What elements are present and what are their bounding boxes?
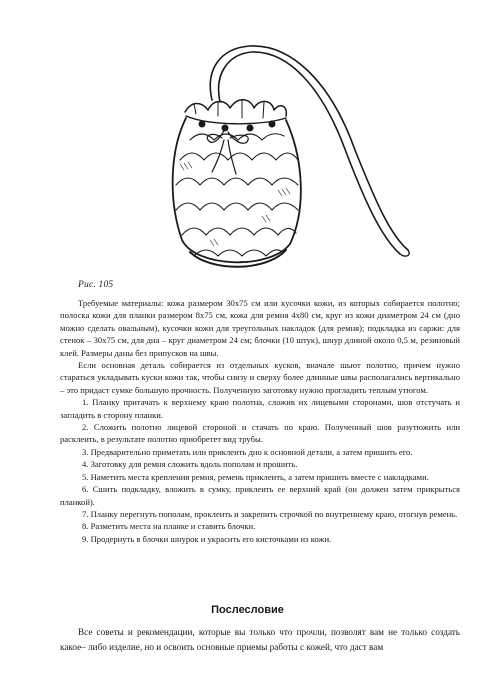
step-6: 6. Сшить подкладку, вложить в сумку, приклеить ее верхний край (он должен затем прикрыться планкой). [60, 484, 460, 507]
step-4: 4. Заготовку для ремня сложить вдоль пополам и прошить. [82, 459, 298, 470]
step-9: 9. Продернуть в блочки шнурок и украсить его кисточками из кожи. [82, 533, 332, 544]
step-3: 3. Предварительно приметать или приклеить дно к основной детали, а затем пришить его. [82, 446, 413, 457]
afterword-heading: Послесловие [211, 604, 284, 616]
article-body [60, 297, 460, 545]
step-7: 7. Планку перегнуть пополам, проклеить и закрепить строчкой по внутреннему краю, отогнув ремень. [82, 508, 458, 519]
afterword-body [60, 625, 460, 655]
figure-caption: Рис. 105 [78, 280, 114, 290]
step-8: 8. Разметить места на планке и ставить блочки. [82, 521, 256, 532]
afterword-paragraph: Все советы и рекомендации, которые вы только что прочли, позволят вам не только создать какое– либо изделие, но и освоить основные приемы работы с кожей, что даст вам [60, 627, 460, 652]
drawstring-bag-illustration [150, 40, 425, 280]
intro-paragraph: Если основная деталь собирается из отдельных кусков, вначале шьют полотно, причем нужно стараться укладывать куски кожи так, чтобы снизу и сверху более длинные швы располагались вертикально – это придаст сумке большую прочность. Полученную заготовку нужно прогладить теплым утюгом. [60, 360, 460, 395]
step-5: 5. Наметить места крепления ремня, ремень приклеить, а затем пришить вместе с накладками. [82, 471, 429, 482]
step-1: 1. Планку притачать к верхнему краю полотна, сложив их лицевыми сторонами, шов отстучать и загладить в сторону планки. [60, 397, 460, 420]
step-2: 2. Сложить полотно лицевой стороной и стачать по краю. Полученный шов разутюжить или расклеить, в результате полотно приобретет вид трубы. [60, 422, 460, 445]
materials-paragraph: Требуемые материалы: кожа размером 30х75 см или кусочки кожи, из которых собирается полотно; полоска кожи для планки размером 8х75 см, кожа для ремня 4х80 см, круг из кожи диаметром 24 см (дно можно сделать овальным), кусочки кожи для треугольных накладок (для ремня); подкладка из саржи: для стенок – 30х75 см, для дна – круг диаметром 24 см; блочки (10 штук), шнур длиной около 0,5 м, резиновый клей. Размеры даны без припусков на швы. [60, 298, 460, 358]
